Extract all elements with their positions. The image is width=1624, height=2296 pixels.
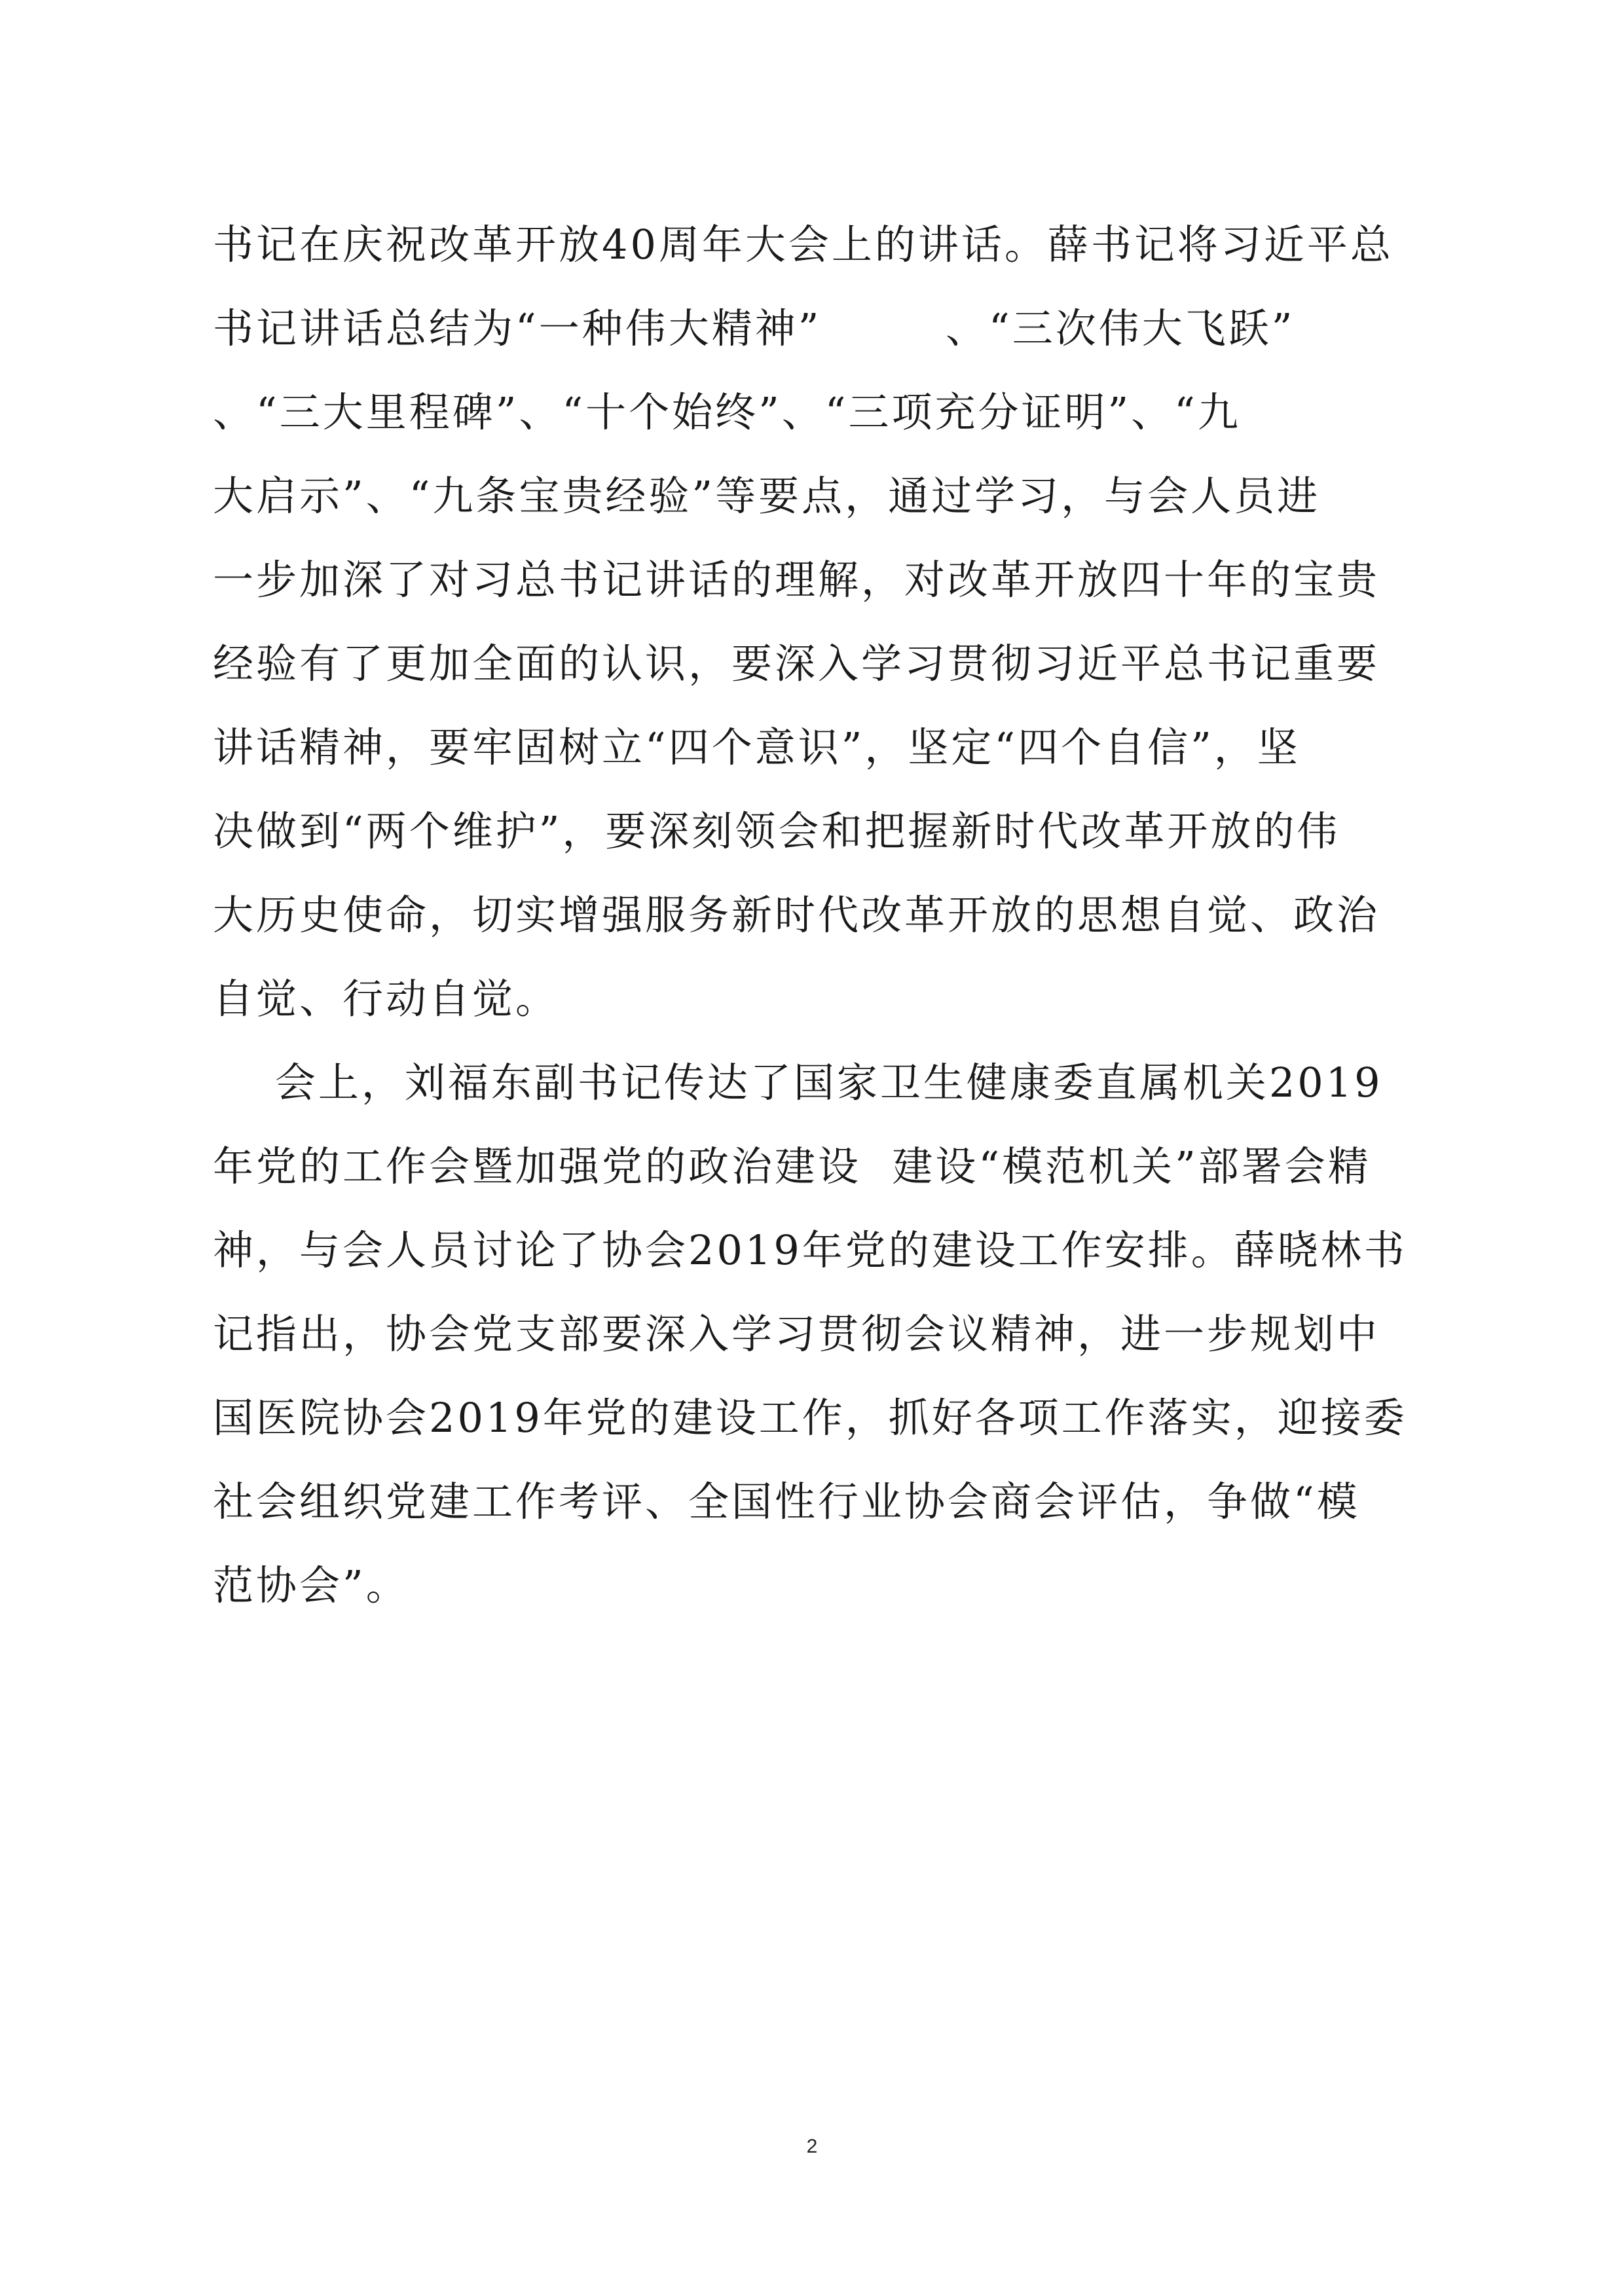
text-line: 记指出，协会党支部要深入学习贯彻会议精神，进一步规划中 — [213, 1310, 1380, 1358]
text-line: 自觉、行动自觉。 — [213, 975, 559, 1023]
page-number: 2 — [806, 2136, 818, 2157]
text-line: 大启示”、“九条宝贵经验”等要点，通过学习，与会人员进 — [213, 472, 1321, 520]
text-line: 经验有了更加全面的认识，要深入学习贯彻习近平总书记重要 — [213, 640, 1380, 687]
text-line: 社会组织党建工作考评、全国性行业协会商会评估，争做“模 — [213, 1478, 1360, 1525]
text-line: 、“三大里程碑”、“十个始终”、“三项充分证明”、“九 — [213, 388, 1241, 436]
text-line: 书记在庆祝改革开放40周年大会上的讲话。薛书记将习近平总 — [213, 221, 1393, 268]
text-line: 决做到“两个维护”，要深刻领会和把握新时代改革开放的伟 — [213, 807, 1340, 855]
text-line: 神，与会人员讨论了协会2019年党的建设工作安排。薛晓林书 — [213, 1226, 1407, 1274]
text-line: 范协会”。 — [213, 1561, 409, 1609]
text-line: 年党的工作会暨加强党的政治建设 建设“模范机关”部署会精 — [213, 1142, 1371, 1190]
text-line: 一步加深了对习总书记讲话的理解，对改革开放四十年的宝贵 — [213, 556, 1380, 604]
text-line: 会上，刘福东副书记传达了国家卫生健康委直属机关2019 — [213, 1059, 1383, 1106]
text-line: 大历史使命，切实增强服务新时代改革开放的思想自觉、政治 — [213, 891, 1380, 939]
text-line: 书记讲话总结为“一种伟大精神” 、“三次伟大飞跃” — [213, 304, 1295, 352]
text-line: 国医院协会2019年党的建设工作，抓好各项工作落实，迎接委 — [213, 1394, 1407, 1442]
body-text — [213, 203, 1444, 1628]
text-line: 讲话精神，要牢固树立“四个意识”，坚定“四个自信”，坚 — [213, 723, 1301, 771]
